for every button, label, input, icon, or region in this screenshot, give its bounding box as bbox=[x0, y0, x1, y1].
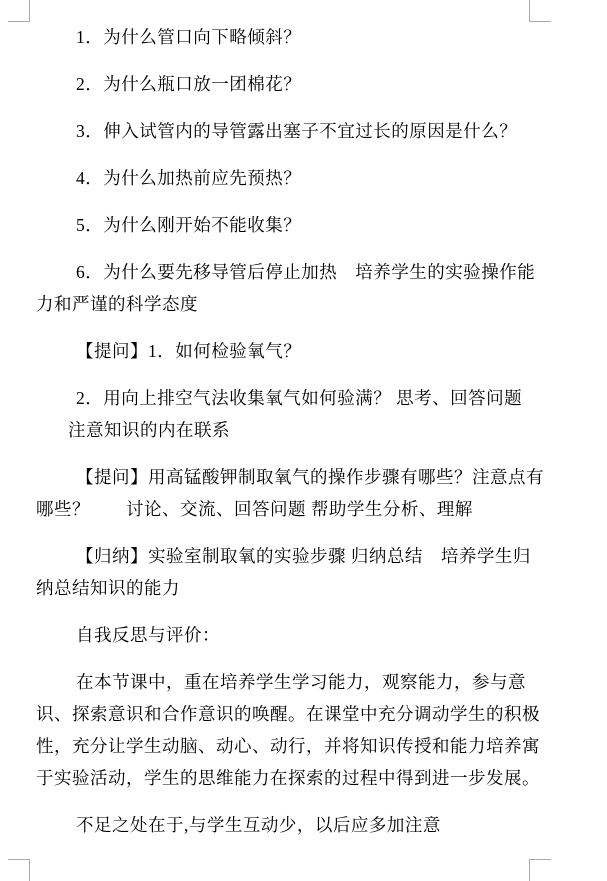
text-line: 【提问】用高锰酸钾制取氧气的操作步骤有哪些？注意点有 bbox=[76, 467, 544, 487]
paragraph-question-1 bbox=[36, 21, 536, 53]
paragraph-shortcomings bbox=[36, 809, 536, 841]
text-boundary-mark-bottom-right bbox=[529, 859, 551, 881]
text-line: 6．为什么要先移导管后停止加热 培养学生的实验操作能 bbox=[76, 262, 536, 282]
text-line: 力和严谨的科学态度 bbox=[36, 294, 198, 314]
paragraph-reflection-body bbox=[36, 666, 540, 794]
paragraph-guina-summary bbox=[36, 540, 536, 604]
text-line: 4．为什么加热前应先预热？ bbox=[76, 168, 302, 188]
text-line: 哪些？ 讨论、交流、回答问题 帮助学生分析、理解 bbox=[36, 499, 473, 519]
text-line: 于实验活动，学生的思维能力在探索的过程中得到进一步发展。 bbox=[36, 768, 540, 788]
paragraph-question-3 bbox=[36, 115, 536, 147]
text-line: 3．伸入试管内的导管露出塞子不宜过长的原因是什么？ bbox=[76, 121, 518, 141]
text-line: 在本节课中，重在培养学生学习能力，观察能力，参与意 bbox=[76, 672, 526, 692]
text-line: 性，充分让学生动脑、动心、动行，并将知识传授和能力培养寓 bbox=[36, 736, 540, 756]
paragraph-collection-question bbox=[36, 382, 536, 446]
text-line: 1．为什么管口向下略倾斜？ bbox=[76, 27, 302, 47]
text-line: 不足之处在于,与学生互动少，以后应多加注意 bbox=[76, 815, 441, 835]
text-line: 【提问】1．如何检验氧气？ bbox=[76, 341, 302, 361]
document-body bbox=[36, 21, 544, 841]
text-boundary-mark-top-left bbox=[8, 0, 30, 22]
paragraph-self-reflection-title bbox=[36, 619, 536, 651]
paragraph-question-4 bbox=[36, 162, 536, 194]
paragraph-question-2 bbox=[36, 68, 536, 100]
text-line: 2．用向上排空气法收集氧气如何验满？ 思考、回答问题 bbox=[76, 388, 523, 408]
text-line: 2．为什么瓶口放一团棉花？ bbox=[76, 74, 302, 94]
text-line: 【归纳】实验室制取氧的实验步骤 归纳总结 培养学生归 bbox=[76, 546, 531, 566]
text-line: 注意知识的内在联系 bbox=[68, 420, 230, 440]
paragraph-question-6 bbox=[36, 256, 536, 320]
text-line: 识、探索意识和合作意识的唤醒。在课堂中充分调动学生的积极 bbox=[36, 704, 540, 724]
paragraph-tiwen-oxygen-test bbox=[36, 335, 536, 367]
paragraph-question-5 bbox=[36, 209, 536, 241]
text-line: 纳总结知识的能力 bbox=[36, 578, 180, 598]
text-boundary-mark-top-right bbox=[529, 0, 551, 22]
text-line: 5．为什么刚开始不能收集？ bbox=[76, 215, 302, 235]
text-boundary-mark-bottom-left bbox=[8, 859, 30, 881]
text-line: 自我反思与评价： bbox=[76, 625, 220, 645]
paragraph-tiwen-steps bbox=[36, 461, 544, 525]
